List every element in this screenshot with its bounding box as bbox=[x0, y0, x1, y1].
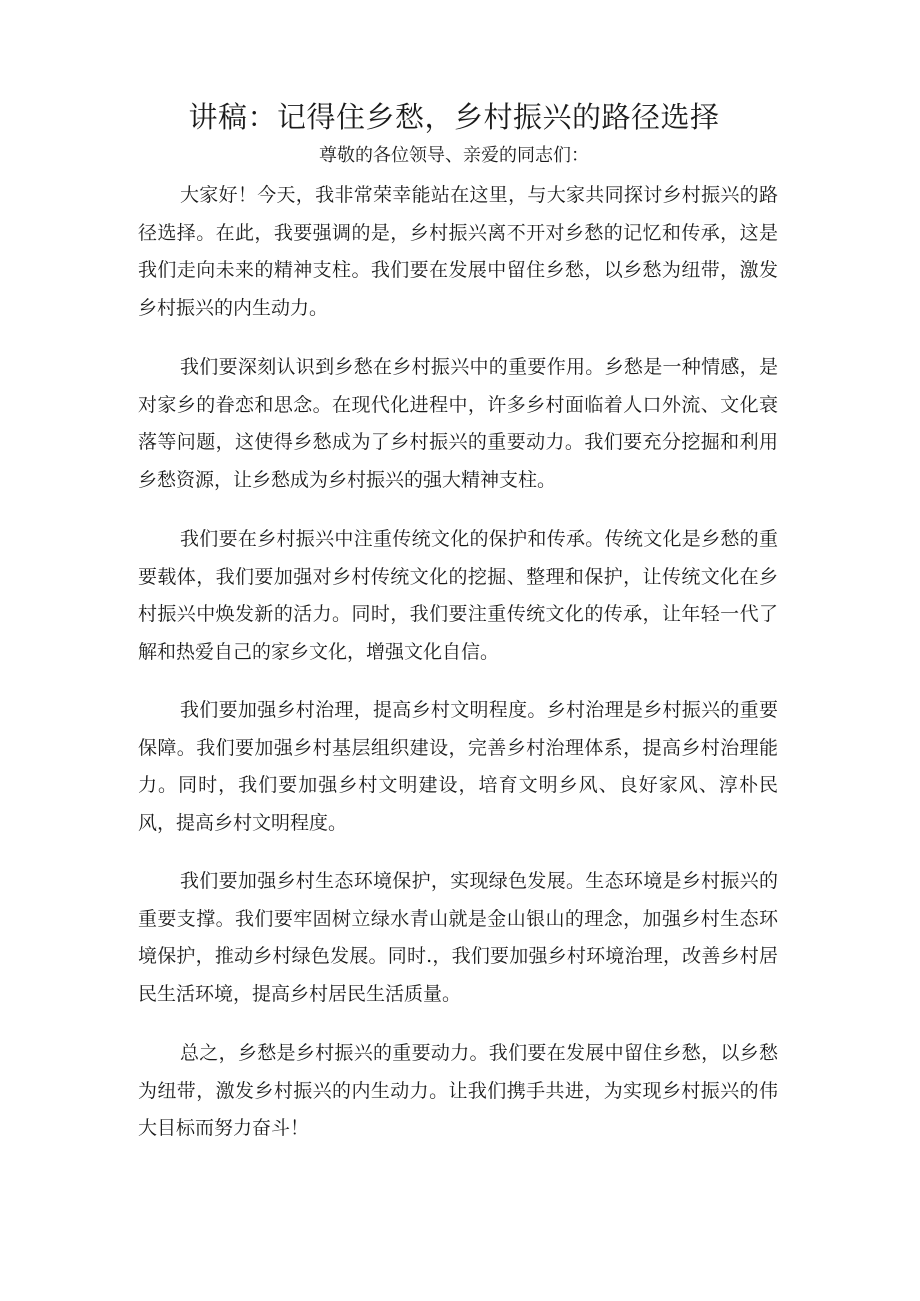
paragraph-conclusion: 总之，乡愁是乡村振兴的重要动力。我们要在发展中留住乡愁，以乡愁为纽带，激发乡村振兴的内生动力。让我们携手共进，为实现乡村振兴的伟大目标而努力奋斗！ bbox=[138, 1042, 778, 1139]
salutation: 尊敬的各位领导、亲爱的同志们： bbox=[319, 145, 589, 166]
paragraph-nostalgia-role: 我们要深刻认识到乡愁在乡村振兴中的重要作用。乡愁是一种情感，是对家乡的眷恋和思念。在现代化进程中，许多乡村面临着人口外流、文化衰落等问题，这使得乡愁成为了乡村振兴的重要动力。我们要充分挖掘和利用乡愁资源，让乡愁成为乡村振兴的强大精神支柱。 bbox=[138, 356, 778, 491]
paragraph-ecology: 我们要加强乡村生态环境保护，实现绿色发展。生态环境是乡村振兴的重要支撑。我们要牢固树立绿水青山就是金山银山的理念，加强乡村生态环境保护，推动乡村绿色发展。同时.，我们要加强乡村环境治理，改善乡村居民生活环境，提高乡村居民生活质量。 bbox=[138, 870, 778, 1005]
paragraph-rural-governance: 我们要加强乡村治理，提高乡村文明程度。乡村治理是乡村振兴的重要保障。我们要加强乡村基层组织建设，完善乡村治理体系，提高乡村治理能力。同时，我们要加强乡村文明建设，培育文明乡风、良好家风、淳朴民风，提高乡村文明程度。 bbox=[138, 699, 778, 834]
paragraph-traditional-culture: 我们要在乡村振兴中注重传统文化的保护和传承。传统文化是乡愁的重要载体，我们要加强对乡村传统文化的挖掘、整理和保护，让传统文化在乡村振兴中焕发新的活力。同时，我们要注重传统文化的传承，让年轻一代了解和热爱自己的家乡文化，增强文化自信。 bbox=[138, 528, 778, 663]
document-title: 讲稿：记得住乡愁，乡村振兴的路径选择 bbox=[188, 100, 720, 134]
paragraph-opening: 大家好！今天，我非常荣幸能站在这里，与大家共同探讨乡村振兴的路径选择。在此，我要强调的是，乡村振兴离不开对乡愁的记忆和传承，这是我们走向未来的精神支柱。我们要在发展中留住乡愁，以乡愁为纽带，激发乡村振兴的内生动力。 bbox=[138, 184, 778, 319]
